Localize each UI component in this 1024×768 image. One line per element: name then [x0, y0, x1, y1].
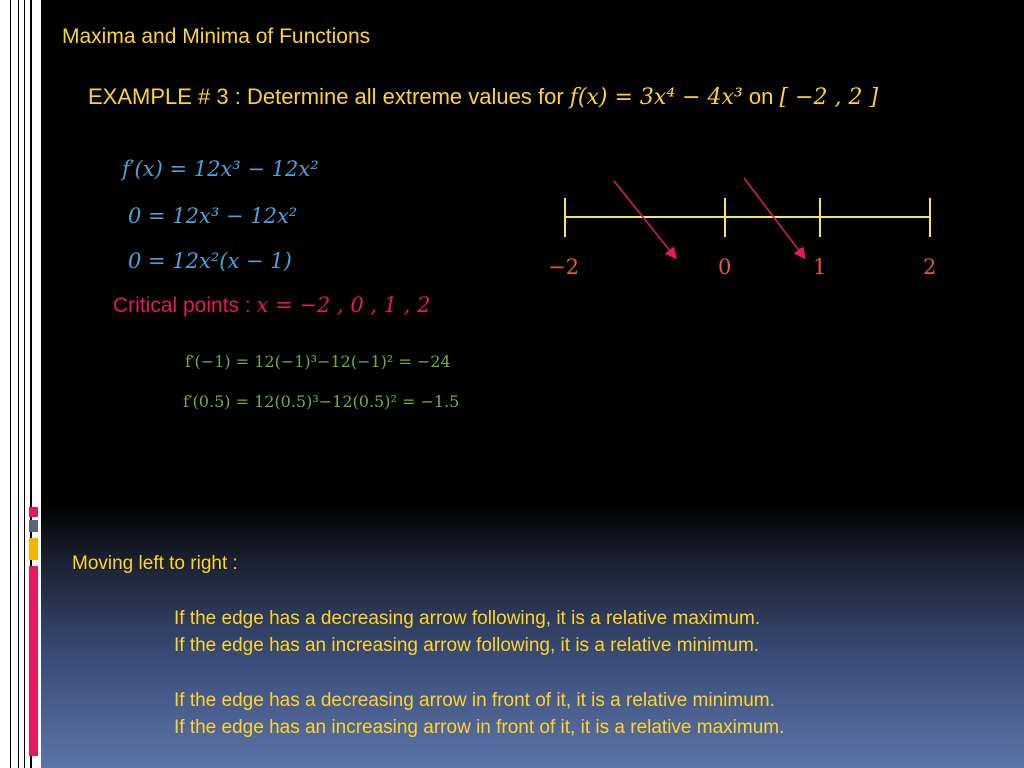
decreasing-arrow-left	[614, 181, 675, 257]
derivative-equation: f′(x) = 12x³ − 12x²	[122, 157, 319, 181]
rule-3: If the edge has a decreasing arrow in front of it, it is a relative minimum.	[174, 690, 775, 711]
derivative-test-1: f′(−1) = 12(−1)³−12(−1)² = −24	[185, 352, 451, 371]
example-interval: [ −2 , 2 ]	[779, 85, 879, 110]
number-line-label-2: 2	[923, 255, 937, 279]
slide-title: Maxima and Minima of Functions	[62, 25, 371, 48]
number-line-label-0: 0	[718, 255, 732, 279]
derivative-test-2: f′(0.5) = 12(0.5)³−12(0.5)² = −1.5	[183, 392, 460, 411]
example-on-word: on	[748, 84, 774, 109]
number-line-label-neg2: −2	[548, 255, 579, 279]
factored-equation: 0 = 12x²(x − 1)	[128, 249, 292, 273]
rule-4: If the edge has an increasing arrow in front of it, it is a relative maximum.	[174, 717, 785, 738]
critical-points-values: x = −2 , 0 , 1 , 2	[256, 293, 431, 317]
example-label: EXAMPLE # 3 : Determine all extreme values for	[88, 84, 564, 109]
set-zero-equation: 0 = 12x³ − 12x²	[128, 204, 298, 228]
number-line-label-1: 1	[813, 255, 827, 279]
rule-2: If the edge has an increasing arrow following, it is a relative minimum.	[174, 635, 760, 656]
rule-1: If the edge has a decreasing arrow following, it is a relative maximum.	[174, 608, 761, 629]
example-function: f(x) = 3x⁴ − 4x³	[569, 85, 743, 110]
notes-heading: Moving left to right :	[72, 553, 238, 574]
critical-points-label: Critical points :	[113, 294, 251, 317]
